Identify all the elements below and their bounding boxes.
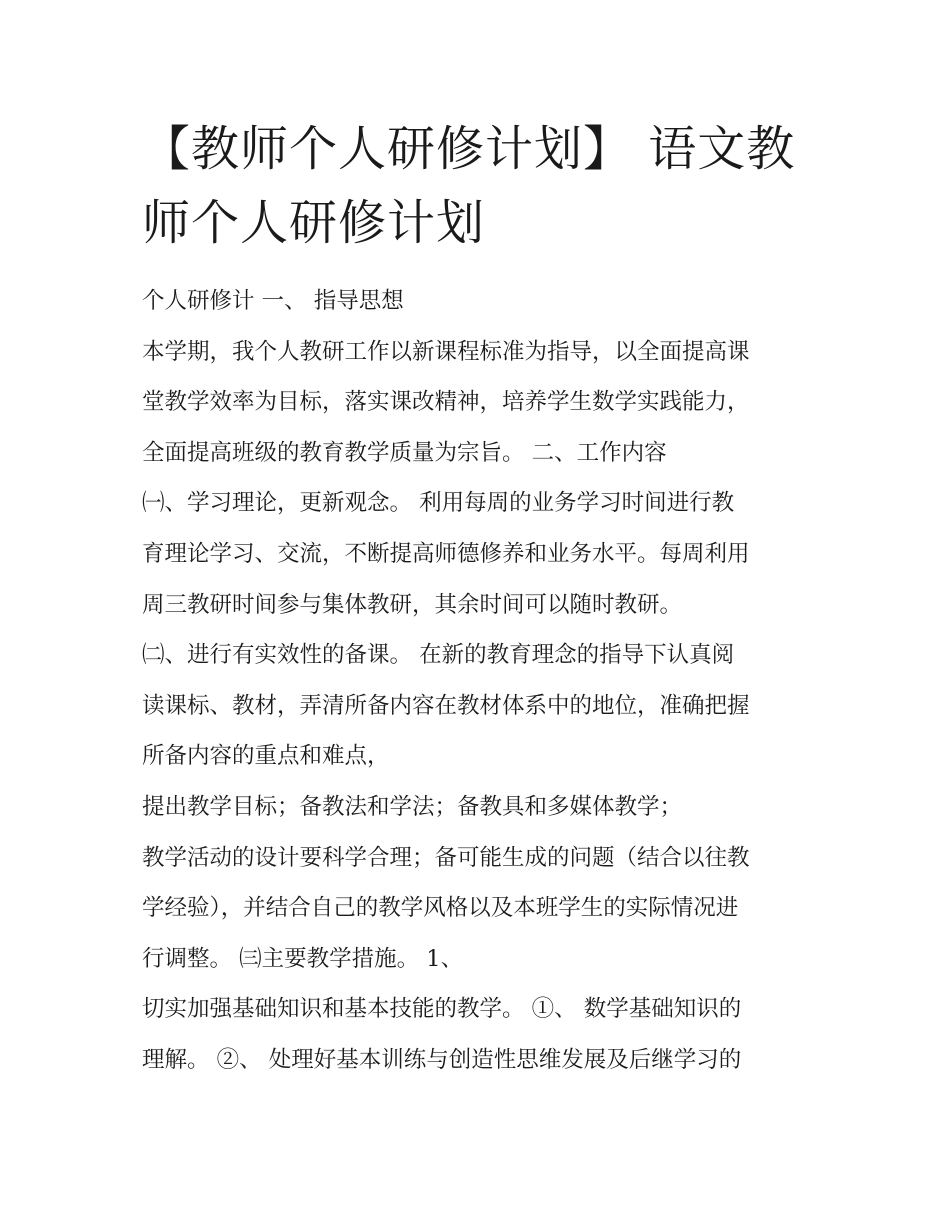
- title-line-1: 【教师个人研修计划】 语文教: [142, 121, 796, 177]
- body-line: 读课标、教材，弄清所备内容在教材体系中的地位，准确把握: [142, 692, 750, 719]
- body-line: ㈠、学习理论，更新观念。 利用每周的业务学习时间进行教: [142, 490, 735, 517]
- body-line: 理解。 ②、 处理好基本训练与创造性思维发展及后继学习的: [142, 1046, 742, 1073]
- body-line: 学经验），并结合自己的教学风格以及本班学生的实际情况进: [142, 895, 739, 922]
- body-line: 切实加强基础知识和基本技能的教学。 ①、 数学基础知识的: [142, 996, 742, 1023]
- body-line: 所备内容的重点和难点，: [142, 743, 390, 770]
- body-line: 育理论学习、交流，不断提高师德修养和业务水平。每周利用: [142, 540, 750, 567]
- body-line: 堂教学效率为目标，落实课改精神，培养学生数学实践能力，: [142, 389, 750, 416]
- body-line: 个人研修计 一、 指导思想: [142, 288, 404, 314]
- title-line-2: 师个人研修计划: [142, 195, 486, 251]
- body-line: 提出教学目标；备教法和学法；备教具和多媒体教学；: [142, 793, 683, 820]
- document-title: [142, 112, 842, 260]
- body-line: 行调整。 ㈢主要教学措施。 1、: [142, 945, 464, 972]
- body-line: ㈡、进行有实效性的备课。 在新的教育理念的指导下认真阅: [142, 642, 735, 669]
- document-body: [142, 283, 822, 1093]
- body-line: 周三教研时间参与集体教研，其余时间可以随时教研。: [142, 591, 683, 618]
- body-line: 教学活动的设计要科学合理；备可能生成的问题（结合以往教: [142, 844, 750, 871]
- body-line: 全面提高班级的教育教学质量为宗旨。 二、工作内容: [142, 439, 667, 466]
- body-line: 本学期，我个人教研工作以新课程标准为指导，以全面提高课: [142, 338, 750, 365]
